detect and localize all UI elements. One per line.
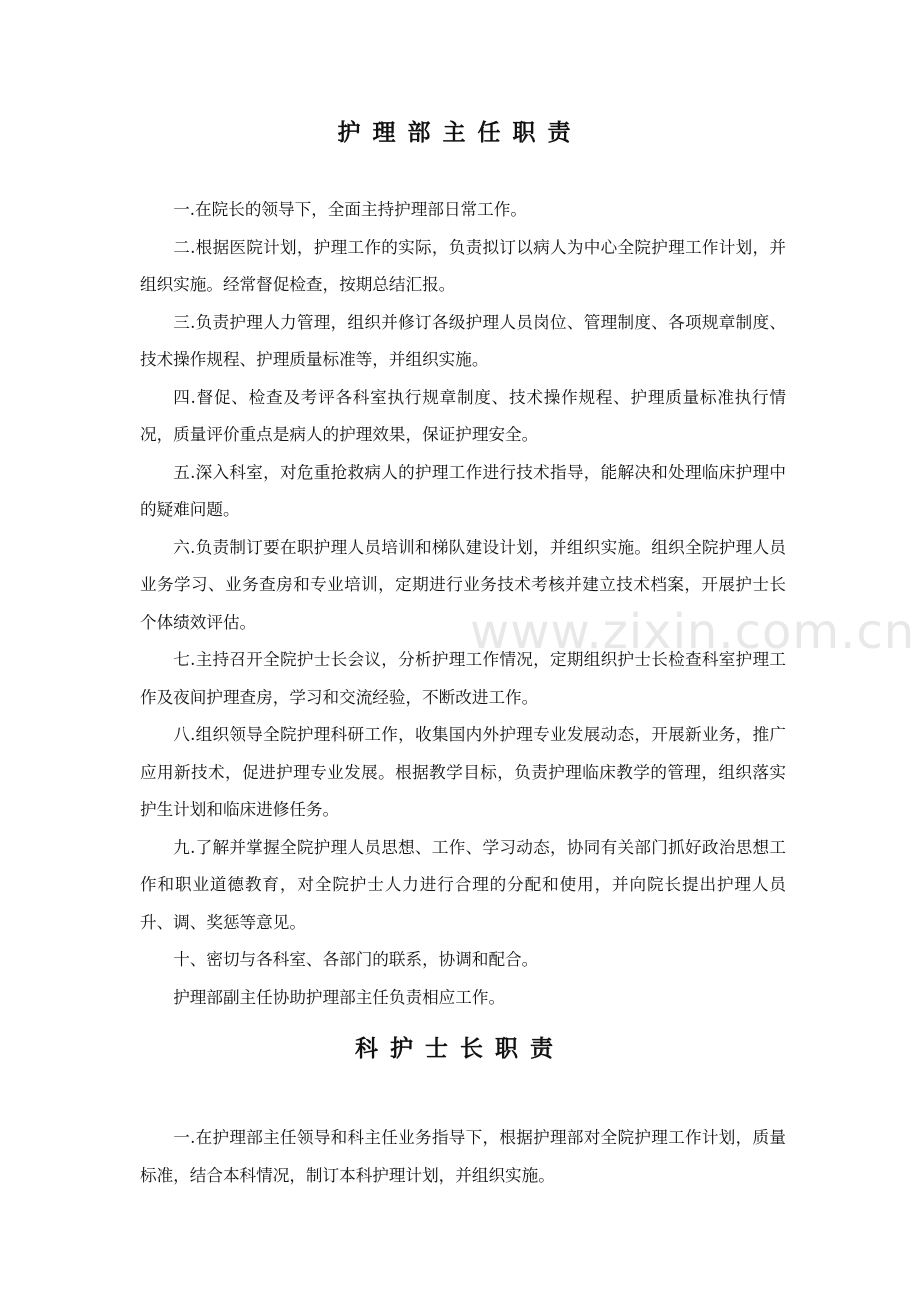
- watermark: www.zixin.com.cn: [470, 604, 916, 660]
- duty-paragraph: 四.督促、检查及考评各科室执行规章制度、技术操作规程、护理质量标准执行情况，质量评价重点是病人的护理效果，保证护理安全。: [140, 387, 786, 444]
- duty-paragraph: 三.负责护理人力管理，组织并修订各级护理人员岗位、管理制度、各项规章制度、技术操作规程、护理质量标准等，并组织实施。: [140, 312, 786, 369]
- duties-section-head-nurse: [140, 1119, 786, 1194]
- duty-paragraph: 护理部副主任协助护理部主任负责相应工作。: [173, 987, 506, 1007]
- duty-paragraph: 六.负责制订要在职护理人员培训和梯队建设计划，并组织实施。组织全院护理人员业务学习、业务查房和专业培训，定期进行业务技术考核并建立技术档案，开展护士长个体绩效评估。: [140, 537, 786, 632]
- page-title: 护理部主任职责: [337, 120, 583, 146]
- duty-paragraph: 一.在护理部主任领导和科主任业务指导下，根据护理部对全院护理工作计划，质量标准，结合本科情况，制订本科护理计划，并组织实施。: [140, 1128, 786, 1185]
- duty-paragraph: 七.主持召开全院护士长会议，分析护理工作情况，定期组织护士长检查科室护理工作及夜间护理查房，学习和交流经验，不断改进工作。: [140, 650, 786, 707]
- section-title: 科护士长职责: [355, 1036, 565, 1062]
- duty-paragraph: 九.了解并掌握全院护理人员思想、工作、学习动态，协同有关部门抓好政治思想工作和职业道德教育，对全院护士人力进行合理的分配和使用，并向院长提出护理人员升、调、奖惩等意见。: [140, 837, 786, 932]
- duty-paragraph: 五.深入科室，对危重抢救病人的护理工作进行技术指导，能解决和处理临床护理中的疑难问题。: [140, 462, 786, 519]
- duty-paragraph: 八.组织领导全院护理科研工作，收集国内外护理专业发展动态，开展新业务，推广应用新技术，促进护理专业发展。根据教学目标，负责护理临床教学的管理，组织落实护生计划和临床进修任务。: [140, 725, 786, 819]
- duty-paragraph: 二.根据医院计划，护理工作的实际，负责拟订以病人为中心全院护理工作计划，并组织实施。经常督促检查，按期总结汇报。: [140, 237, 786, 294]
- duty-paragraph: 十、密切与各科室、各部门的联系，协调和配合。: [173, 950, 539, 969]
- duty-paragraph: 一.在院长的领导下，全面主持护理部日常工作。: [173, 200, 527, 219]
